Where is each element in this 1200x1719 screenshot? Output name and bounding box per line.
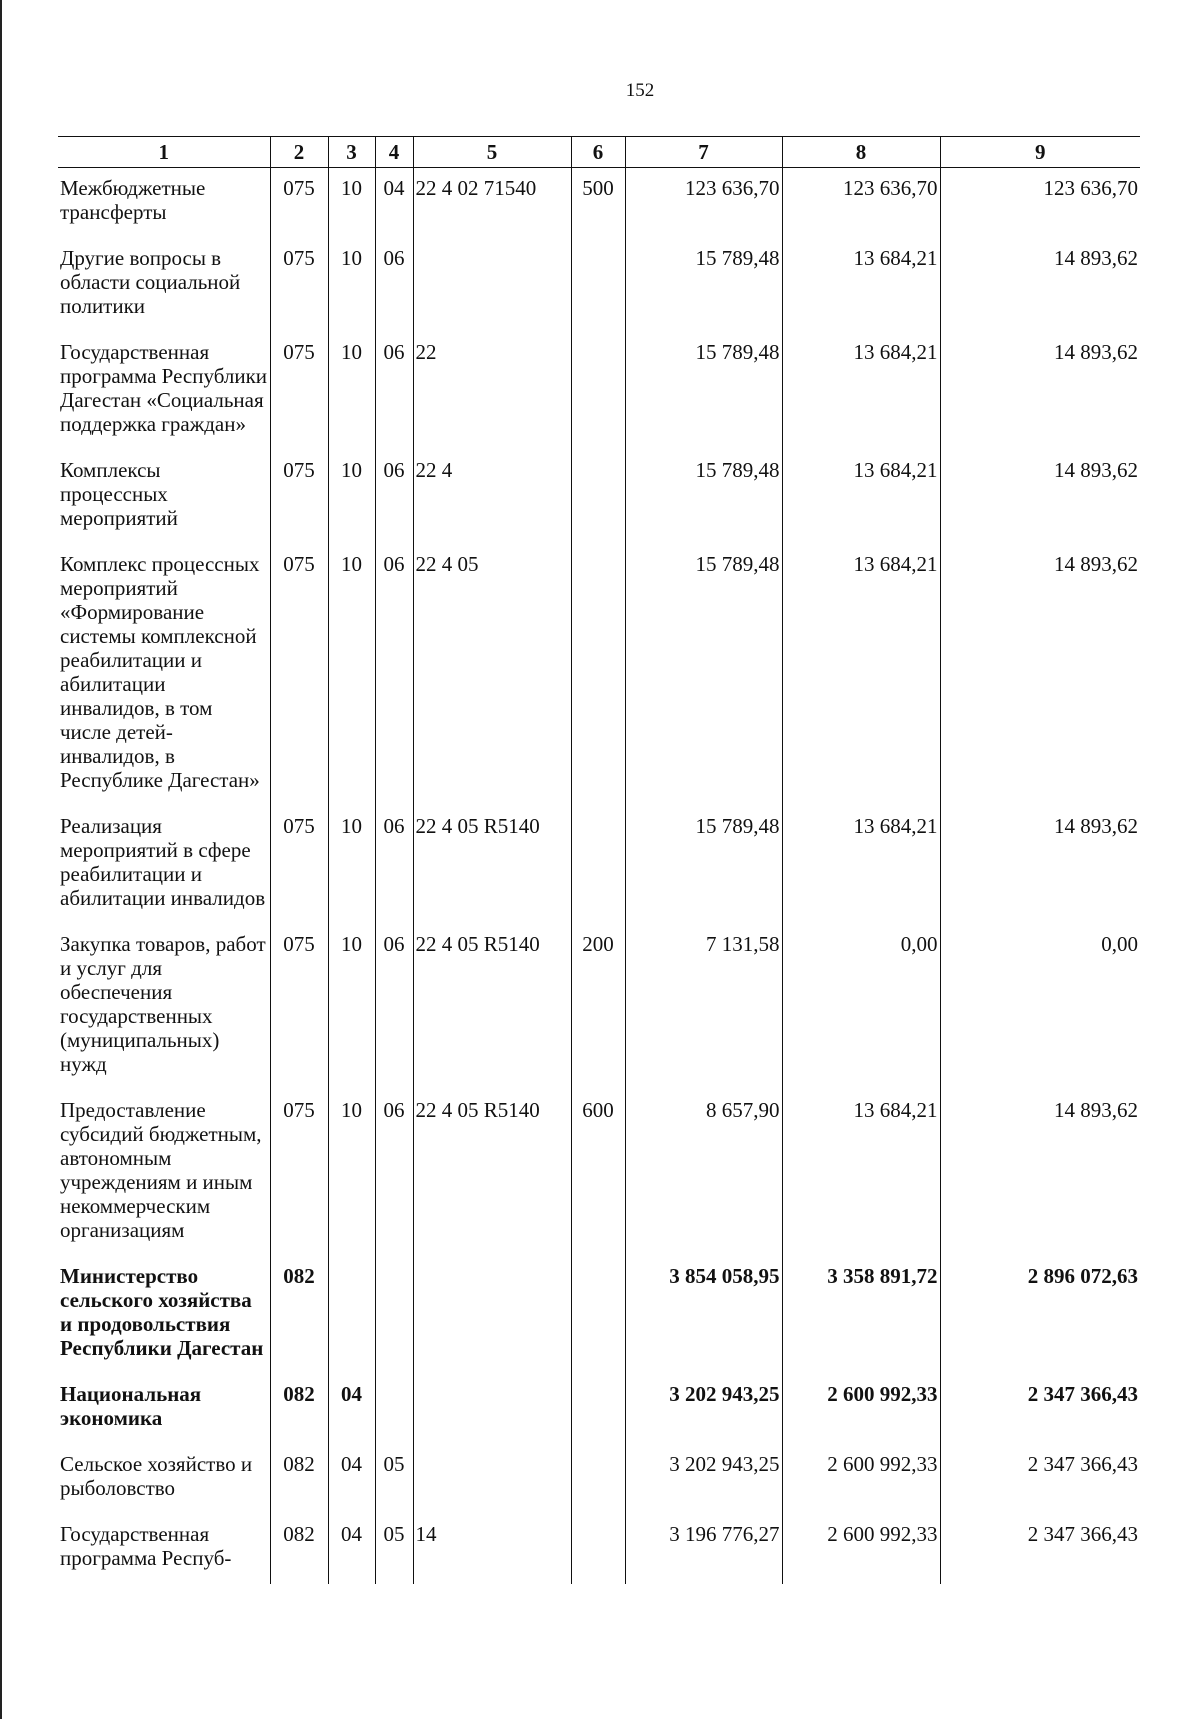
table-row bbox=[58, 1256, 1140, 1374]
amount-year2-cell: 2 600 992,33 bbox=[782, 1514, 940, 1584]
amount-year2-cell: 13 684,21 bbox=[782, 238, 940, 332]
amount-year3-cell: 0,00 bbox=[940, 924, 1140, 1090]
table-row bbox=[58, 924, 1140, 1090]
section-code-cell: 075 bbox=[270, 924, 328, 1090]
target-article-cell bbox=[413, 238, 571, 332]
section-code-cell: 082 bbox=[270, 1374, 328, 1444]
amount-year2-cell: 13 684,21 bbox=[782, 450, 940, 544]
target-article-cell: 22 4 05 R5140 bbox=[413, 1090, 571, 1256]
target-article-cell: 22 4 bbox=[413, 450, 571, 544]
expense-type-cell bbox=[571, 1256, 625, 1374]
subdivision-code-cell bbox=[375, 1256, 413, 1374]
amount-year3-cell: 14 893,62 bbox=[940, 332, 1140, 450]
amount-year1-cell: 15 789,48 bbox=[625, 450, 782, 544]
subdivision-code-cell bbox=[375, 1374, 413, 1444]
expense-type-cell bbox=[571, 806, 625, 924]
table-row bbox=[58, 1374, 1140, 1444]
subdivision-code-cell: 06 bbox=[375, 1090, 413, 1256]
target-article-cell bbox=[413, 1444, 571, 1514]
row-name-cell: Комплексы процессных мероприятий bbox=[60, 458, 178, 530]
subdivision-code-cell: 06 bbox=[375, 450, 413, 544]
section-code-cell: 082 bbox=[270, 1256, 328, 1374]
target-article-cell: 22 4 05 bbox=[413, 544, 571, 806]
amount-year1-cell: 15 789,48 bbox=[625, 238, 782, 332]
amount-year2-cell: 13 684,21 bbox=[782, 332, 940, 450]
amount-year1-cell: 123 636,70 bbox=[625, 168, 782, 239]
subdivision-code-cell: 06 bbox=[375, 544, 413, 806]
amount-year3-cell: 123 636,70 bbox=[940, 168, 1140, 239]
table-row bbox=[58, 450, 1140, 544]
column-header: 7 bbox=[625, 137, 782, 168]
target-article-cell: 22 4 02 71540 bbox=[413, 168, 571, 239]
section-code-cell: 082 bbox=[270, 1444, 328, 1514]
amount-year3-cell: 14 893,62 bbox=[940, 544, 1140, 806]
column-header: 8 bbox=[782, 137, 940, 168]
section-code-cell: 075 bbox=[270, 1090, 328, 1256]
table-row bbox=[58, 544, 1140, 806]
row-name-cell: Реализация мероприятий в сфере реабилитации и абилитации инвалидов bbox=[60, 814, 266, 910]
amount-year1-cell: 3 854 058,95 bbox=[625, 1256, 782, 1374]
amount-year1-cell: 3 202 943,25 bbox=[625, 1444, 782, 1514]
section-code-cell: 082 bbox=[270, 1514, 328, 1584]
expense-type-cell: 500 bbox=[571, 168, 625, 239]
expense-type-cell bbox=[571, 1444, 625, 1514]
section-code-cell: 075 bbox=[270, 806, 328, 924]
target-article-cell: 22 4 05 R5140 bbox=[413, 924, 571, 1090]
division-code-cell: 10 bbox=[328, 238, 375, 332]
row-name-cell: Предоставление субсидий бюджетным, автономным учреждениям и иным некоммерческим организациям bbox=[60, 1098, 262, 1242]
subdivision-code-cell: 04 bbox=[375, 168, 413, 239]
expense-type-cell: 600 bbox=[571, 1090, 625, 1256]
expense-type-cell bbox=[571, 450, 625, 544]
column-header: 6 bbox=[571, 137, 625, 168]
division-code-cell: 10 bbox=[328, 924, 375, 1090]
section-code-cell: 075 bbox=[270, 332, 328, 450]
table-body bbox=[58, 168, 1140, 1585]
division-code-cell: 04 bbox=[328, 1444, 375, 1514]
budget-table bbox=[58, 136, 1140, 1584]
subdivision-code-cell: 05 bbox=[375, 1444, 413, 1514]
amount-year3-cell: 14 893,62 bbox=[940, 450, 1140, 544]
scan-edge-line bbox=[0, 0, 2, 1719]
amount-year1-cell: 15 789,48 bbox=[625, 544, 782, 806]
subdivision-code-cell: 06 bbox=[375, 806, 413, 924]
amount-year1-cell: 7 131,58 bbox=[625, 924, 782, 1090]
amount-year3-cell: 2 896 072,63 bbox=[940, 1256, 1140, 1374]
amount-year2-cell: 123 636,70 bbox=[782, 168, 940, 239]
expense-type-cell bbox=[571, 332, 625, 450]
amount-year3-cell: 2 347 366,43 bbox=[940, 1514, 1140, 1584]
section-code-cell: 075 bbox=[270, 238, 328, 332]
section-code-cell: 075 bbox=[270, 544, 328, 806]
division-code-cell: 10 bbox=[328, 806, 375, 924]
row-name-cell: Межбюджетные трансферты bbox=[60, 176, 206, 224]
column-header: 5 bbox=[413, 137, 571, 168]
division-code-cell: 10 bbox=[328, 544, 375, 806]
division-code-cell: 10 bbox=[328, 332, 375, 450]
amount-year2-cell: 0,00 bbox=[782, 924, 940, 1090]
column-header: 4 bbox=[375, 137, 413, 168]
expense-type-cell bbox=[571, 238, 625, 332]
subdivision-code-cell: 05 bbox=[375, 1514, 413, 1584]
division-code-cell: 10 bbox=[328, 1090, 375, 1256]
amount-year3-cell: 14 893,62 bbox=[940, 1090, 1140, 1256]
row-name-cell: Сельское хозяйство и рыболовство bbox=[60, 1452, 253, 1500]
division-code-cell: 10 bbox=[328, 168, 375, 239]
header-row bbox=[58, 137, 1140, 168]
amount-year3-cell: 14 893,62 bbox=[940, 238, 1140, 332]
row-name-cell: Министерство сельского хозяйства и продовольствия Республики Дагестан bbox=[60, 1264, 264, 1360]
amount-year1-cell: 3 202 943,25 bbox=[625, 1374, 782, 1444]
amount-year1-cell: 8 657,90 bbox=[625, 1090, 782, 1256]
row-name-cell: Государственная программа Респуб- bbox=[60, 1522, 232, 1570]
amount-year2-cell: 3 358 891,72 bbox=[782, 1256, 940, 1374]
target-article-cell bbox=[413, 1256, 571, 1374]
amount-year2-cell: 13 684,21 bbox=[782, 1090, 940, 1256]
section-code-cell: 075 bbox=[270, 450, 328, 544]
expense-type-cell bbox=[571, 544, 625, 806]
division-code-cell: 10 bbox=[328, 450, 375, 544]
table-row bbox=[58, 238, 1140, 332]
subdivision-code-cell: 06 bbox=[375, 924, 413, 1090]
column-header: 3 bbox=[328, 137, 375, 168]
row-name-cell: Другие вопросы в области социальной политики bbox=[60, 246, 241, 318]
amount-year1-cell: 15 789,48 bbox=[625, 806, 782, 924]
amount-year3-cell: 2 347 366,43 bbox=[940, 1444, 1140, 1514]
division-code-cell: 04 bbox=[328, 1374, 375, 1444]
table-row bbox=[58, 806, 1140, 924]
row-name-cell: Комплекс процессных мероприятий «Формирование системы комплексной реабилитации и абилитации инвалидов, в том числе детей-инвалидов, в Республике Дагестан» bbox=[60, 552, 260, 792]
target-article-cell: 22 4 05 R5140 bbox=[413, 806, 571, 924]
amount-year1-cell: 15 789,48 bbox=[625, 332, 782, 450]
amount-year2-cell: 13 684,21 bbox=[782, 544, 940, 806]
column-header: 1 bbox=[58, 137, 270, 168]
table-row bbox=[58, 332, 1140, 450]
column-header: 9 bbox=[940, 137, 1140, 168]
subdivision-code-cell: 06 bbox=[375, 238, 413, 332]
amount-year1-cell: 3 196 776,27 bbox=[625, 1514, 782, 1584]
target-article-cell bbox=[413, 1374, 571, 1444]
page-number: 152 bbox=[625, 80, 655, 101]
amount-year3-cell: 14 893,62 bbox=[940, 806, 1140, 924]
expense-type-cell bbox=[571, 1374, 625, 1444]
row-name-cell: Закупка товаров, работ и услуг для обеспечения государственных (муниципальных) нужд bbox=[60, 932, 266, 1076]
division-code-cell: 04 bbox=[328, 1514, 375, 1584]
table-row bbox=[58, 1444, 1140, 1514]
column-header: 2 bbox=[270, 137, 328, 168]
table-row bbox=[58, 1090, 1140, 1256]
target-article-cell: 14 bbox=[413, 1514, 571, 1584]
subdivision-code-cell: 06 bbox=[375, 332, 413, 450]
amount-year2-cell: 2 600 992,33 bbox=[782, 1444, 940, 1514]
division-code-cell bbox=[328, 1256, 375, 1374]
expense-type-cell bbox=[571, 1514, 625, 1584]
target-article-cell: 22 bbox=[413, 332, 571, 450]
amount-year2-cell: 13 684,21 bbox=[782, 806, 940, 924]
row-name-cell: Национальная экономика bbox=[60, 1382, 202, 1430]
amount-year3-cell: 2 347 366,43 bbox=[940, 1374, 1140, 1444]
table-row bbox=[58, 168, 1140, 239]
table-row bbox=[58, 1514, 1140, 1584]
expense-type-cell: 200 bbox=[571, 924, 625, 1090]
section-code-cell: 075 bbox=[270, 168, 328, 239]
amount-year2-cell: 2 600 992,33 bbox=[782, 1374, 940, 1444]
row-name-cell: Государственная программа Республики Дагестан «Социальная поддержка граждан» bbox=[60, 340, 268, 436]
